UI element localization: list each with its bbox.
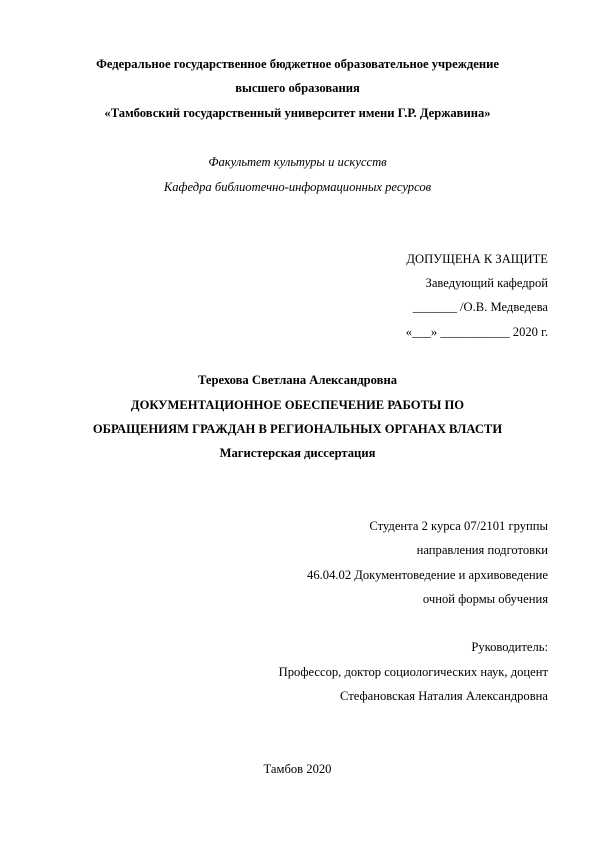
- thesis-title-line-1: ДОКУМЕНТАЦИОННОЕ ОБЕСПЕЧЕНИЕ РАБОТЫ ПО: [130, 398, 465, 412]
- supervisor-name: Стефановская Наталия Александровна: [340, 689, 548, 703]
- institution-line-2: высшего образования: [235, 81, 360, 95]
- approval-position: Заведующий кафедрой: [425, 276, 548, 290]
- department-name: Кафедра библиотечно-информационных ресурсов: [163, 180, 432, 194]
- approval-heading: ДОПУЩЕНА К ЗАЩИТЕ: [406, 252, 548, 266]
- thesis-type: Магистерская диссертация: [219, 446, 376, 460]
- institution-line-1: Федеральное государственное бюджетное образовательное учреждение: [96, 57, 499, 71]
- student-line-1: Студента 2 курса 07/2101 группы: [369, 519, 548, 533]
- student-line-2: направления подготовки: [416, 543, 548, 557]
- supervisor-credentials: Профессор, доктор социологических наук, доцент: [278, 665, 548, 679]
- city-year: Тамбов 2020: [263, 762, 332, 776]
- approval-date: «___» ___________ 2020 г.: [405, 325, 548, 339]
- faculty-name: Факультет культуры и искусств: [208, 155, 387, 169]
- institution-line-3: «Тамбовский государственный университет имени Г.Р. Державина»: [104, 106, 491, 120]
- thesis-author: Терехова Светлана Александровна: [197, 373, 398, 387]
- thesis-title-line-2: ОБРАЩЕНИЯМ ГРАЖДАН В РЕГИОНАЛЬНЫХ ОРГАНАХ ВЛАСТИ: [92, 422, 503, 436]
- student-line-4: очной формы обучения: [422, 592, 548, 606]
- supervisor-label: Руководитель:: [471, 640, 548, 654]
- approval-signature: _______ /О.В. Медведева: [412, 300, 548, 314]
- student-line-3: 46.04.02 Документоведение и архивоведение: [307, 568, 548, 582]
